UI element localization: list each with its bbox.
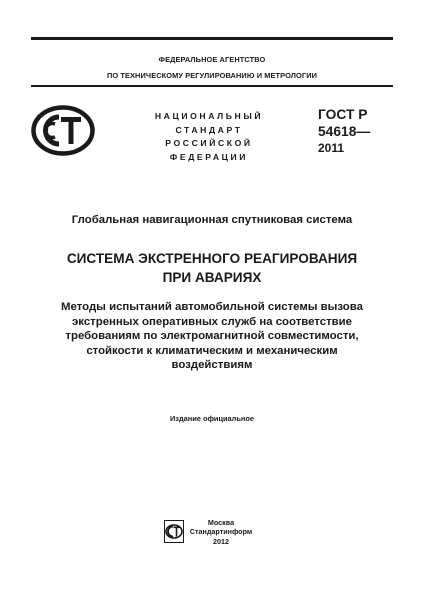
document-title	[20, 250, 404, 287]
standard-line: ФЕДЕРАЦИИ	[169, 151, 249, 162]
edition-label: Издание официальное	[169, 414, 254, 423]
description-line: воздействиям	[171, 359, 253, 372]
rst-certification-mark-icon	[31, 105, 95, 156]
description-line: стойкости к климатическим и механическим	[86, 344, 338, 357]
gost-number-line-2: 54618—	[318, 124, 371, 139]
publisher-year: 2012	[213, 536, 229, 546]
header-rule	[31, 85, 393, 87]
description-line: требованиям по электромагнитной совместимости,	[65, 330, 359, 343]
national-standard-block	[138, 110, 280, 164]
gost-year: 2011	[318, 141, 345, 155]
agency-line-1: ФЕДЕРАЛЬНОЕ АГЕНТСТВО	[158, 55, 266, 64]
title-line: ПРИ АВАРИЯХ	[162, 269, 262, 285]
description-line: Методы испытаний автомобильной системы вызова	[61, 301, 363, 313]
standard-line: РОССИЙСКОЙ	[165, 138, 253, 149]
gost-number	[318, 106, 370, 140]
description-line: экстренных оперативных служб на соответствие	[71, 315, 352, 328]
top-rule	[31, 37, 393, 40]
standard-line: СТАНДАРТ	[175, 124, 243, 135]
standartinform-logo-icon	[164, 520, 184, 543]
standard-line: НАЦИОНАЛЬНЫЙ	[154, 111, 264, 121]
title-line: СИСТЕМА ЭКСТРЕННОГО РЕАГИРОВАНИЯ	[66, 251, 358, 266]
gost-number-line-1: ГОСТ Р	[318, 107, 368, 122]
document-description	[20, 300, 404, 373]
publisher-name: Стандартинформ	[189, 527, 253, 537]
publisher-city: Москва	[207, 518, 235, 527]
agency-line-2: ПО ТЕХНИЧЕСКОМУ РЕГУЛИРОВАНИЮ И МЕТРОЛОГИИ	[106, 71, 318, 80]
document-subtitle: Глобальная навигационная спутниковая система	[71, 214, 353, 226]
publisher-block	[184, 518, 258, 546]
